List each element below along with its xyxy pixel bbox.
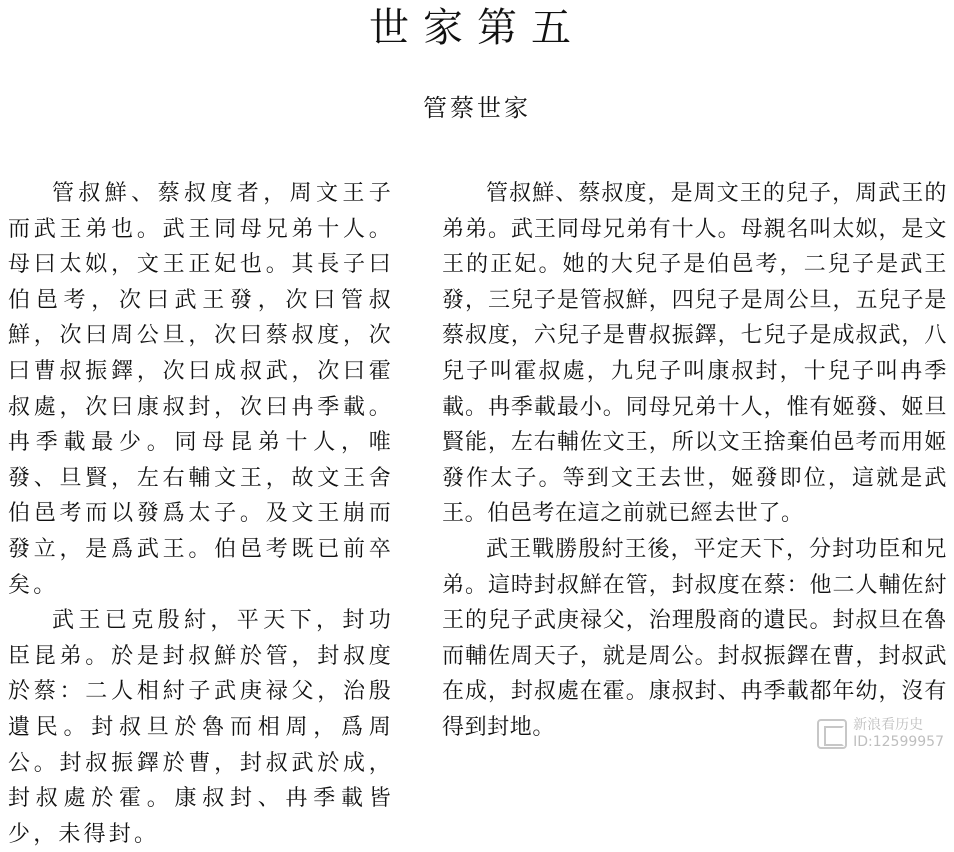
translation-paragraph-1: 管叔鮮、蔡叔度，是周文王的兒子，周武王的弟弟。武王同母兄弟有十人。母親名叫太姒，是文王的正妃。她的大兒子是伯邑考，二兒子是武王發，三兒子是管叔鮮，四兒子是周公旦，五兒子是蔡叔度，六兒子是曹叔振鐸，七兒子是成叔武，八兒子叫霍叔處，九兒子叫康叔封，十兒子叫冉季載。冉季載最小。同母兄弟十人，惟有姬發、姬旦賢能，左右輔佐文王，所以文王捨棄伯邑考而用姬發作太子。等到文王去世，姬發即位，這就是武王。伯邑考在這之前就已經去世了。 [442,181,947,527]
watermark-logo-icon [817,719,847,749]
translation-text-column [442,176,947,746]
watermark-line-1: 新浪看历史 [853,717,924,733]
watermark-text [853,717,944,751]
section-title: 管蔡世家 [423,94,531,122]
classical-text-column [8,176,394,852]
classical-paragraph-1: 管叔鮮、蔡叔度者，周文王子而武王弟也。武王同母兄弟十人。母曰太姒，文王正妃也。其長子曰伯邑考，次曰武王發，次曰管叔鮮，次曰周公旦，次曰蔡叔度，次曰曹叔振鐸，次曰成叔武，次曰霍叔處，次曰康叔封，次曰冉季載。冉季載最少。同母昆弟十人，唯發、旦賢，左右輔文王，故文王舍伯邑考而以發爲太子。及文王崩而發立，是爲武王。伯邑考既已前卒矣。 [8,181,394,598]
classical-paragraph-2: 武王已克殷紂，平天下，封功臣昆弟。於是封叔鮮於管，封叔度於蔡：二人相紂子武庚禄父，治殷遺民。封叔旦於魯而相周，爲周公。封叔振鐸於曹，封叔武於成，封叔處於霍。康叔封、冉季載皆少，未得封。 [8,608,394,847]
translation-paragraph-2: 武王戰勝殷紂王後，平定天下，分封功臣和兄弟。這時封叔鮮在管，封叔度在蔡：他二人輔佐紂王的兒子武庚禄父，治理殷商的遺民。封叔旦在魯而輔佐周天子，就是周公。封叔振鐸在曹，封叔武在成，封叔處在霍。康叔封、冉季載都年幼，沒有得到封地。 [442,536,947,740]
watermark-line-2: ID:12599957 [853,734,944,750]
watermark [817,717,944,751]
page-title: 世家第五 [369,5,585,51]
